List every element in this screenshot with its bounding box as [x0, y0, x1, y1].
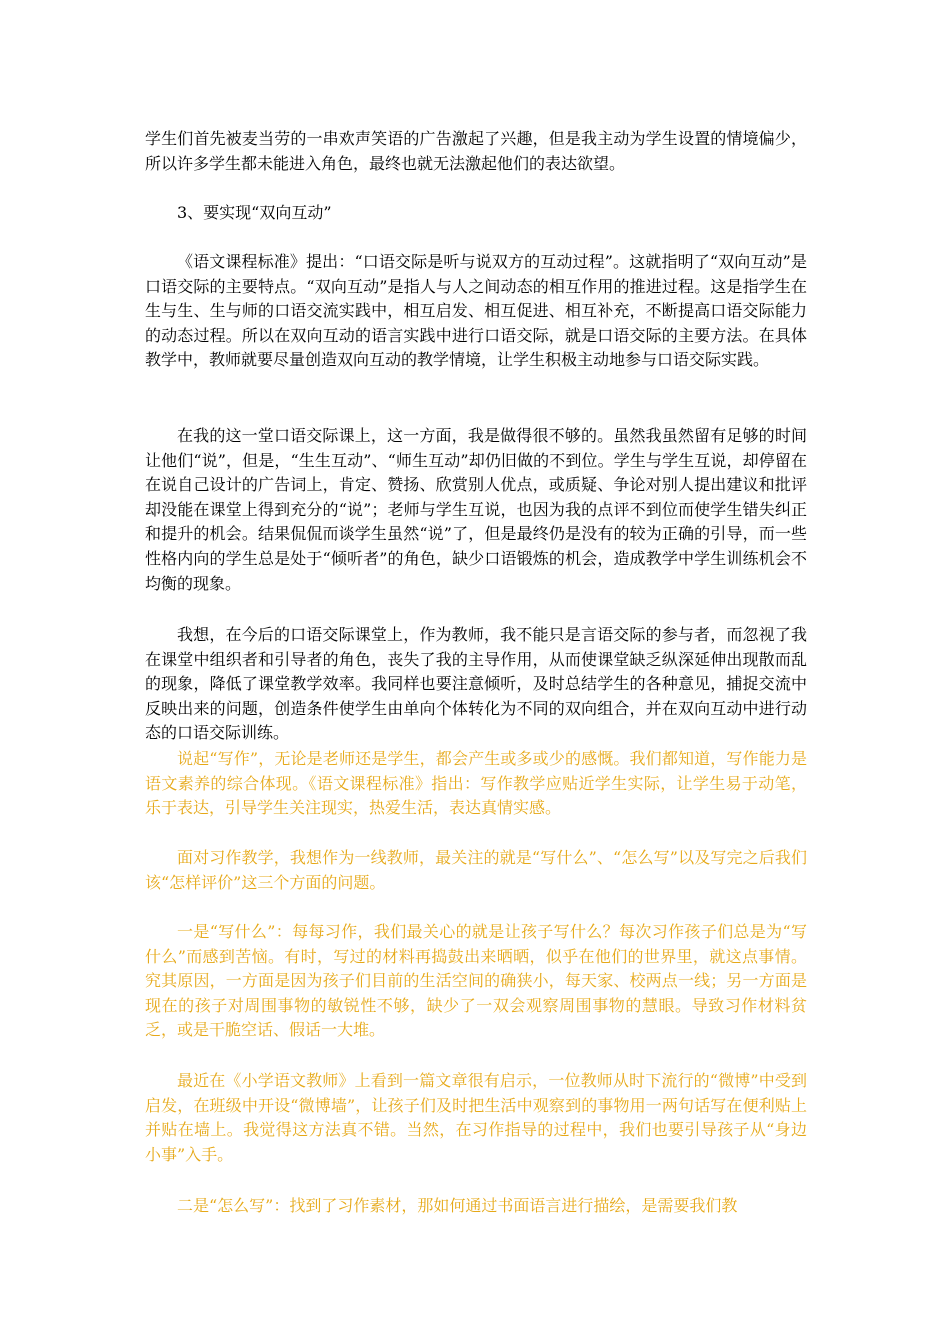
section-heading-3: 3、要实现“双向互动” — [177, 203, 332, 222]
paragraph-1: 学生们首先被麦当劳的一串欢声笑语的广告激起了兴趣，但是我主动为学生设置的情境偏少，所以许多学生都未能进入角色，最终也就无法激起他们的表达欲望。 — [145, 129, 807, 173]
paragraph-6: 说起“写作”，无论是老师还是学生，都会产生或多或少的感慨。我们都知道，写作能力是语文素养的综合体现。《语文课程标准》指出：写作教学应贴近学生实际，让学生易于动笔，乐于表达，引导学生关注现实，热爱生活，表达真情实感。 — [145, 749, 807, 818]
paragraph-10: 二是“怎么写”：找到了习作素材，那如何通过书面语言进行描绘，是需要我们教 — [177, 1196, 738, 1215]
paragraph-3: 《语文课程标准》提出：“口语交际是听与说双方的互动过程”。这就指明了“双向互动”是口语交际的主要特点。“双向互动”是指人与人之间动态的相互作用的推进过程。这是指学生在生与生、生与师的口语交流实践中，相互启发、相互促进、相互补充，不断提高口语交际能力的动态过程。所以在双向互动的语言实践中进行口语交际，就是口语交际的主要方法。在具体教学中，教师就要尽量创造双向互动的教学情境，让学生积极主动地参与口语交际实践。 — [145, 252, 807, 370]
paragraph-5: 我想，在今后的口语交际课堂上，作为教师，我不能只是言语交际的参与者，而忽视了我在课堂中组织者和引导者的角色，丧失了我的主导作用，从而使课堂缺乏纵深延伸出现散而乱的现象，降低了课堂教学效率。我同样也要注意倾听，及时总结学生的各种意见，捕捉交流中反映出来的问题，创造条件使学生由单向个体转化为不同的双向组合，并在双向互动中进行动态的口语交际训练。 — [145, 625, 807, 743]
paragraph-4: 在我的这一堂口语交际课上，这一方面，我是做得很不够的。虽然我虽然留有足够的时间让他们“说”，但是，“生生互动”、“师生互动”却仍旧做的不到位。学生与学生互说，却停留在在说自己设计的广告词上，肯定、赞扬、欣赏别人优点，或质疑、争论对别人提出建议和批评却没能在课堂上得到充分的“说”；老师与学生互说，也因为我的点评不到位而使学生错失纠正和提升的机会。结果侃侃而谈学生虽然“说”了，但是最终仍是没有的较为正确的引导，而一些性格内向的学生总是处于“倾听者”的角色，缺少口语锻炼的机会，造成教学中学生训练机会不均衡的现象。 — [145, 426, 807, 593]
paragraph-7: 面对习作教学，我想作为一线教师，最关注的就是“写什么”、“怎么写”以及写完之后我们该“怎样评价”这三个方面的问题。 — [145, 848, 807, 892]
paragraph-9: 最近在《小学语文教师》上看到一篇文章很有启示，一位教师从时下流行的“微博”中受到启发，在班级中开设“微博墙”，让孩子们及时把生活中观察到的事物用一两句话写在便利贴上并贴在墙上。我觉得这方法真不错。当然，在习作指导的过程中，我们也要引导孩子从“身边小事”入手。 — [145, 1071, 807, 1164]
paragraph-8: 一是“写什么”：每每习作，我们最关心的就是让孩子写什么？每次习作孩子们总是为“写什么”而感到苦恼。有时，写过的材料再捣鼓出来晒晒，似乎在他们的世界里，就这点事情。究其原因，一方面是因为孩子们目前的生活空间的确狭小，每天家、校两点一线；另一方面是现在的孩子对周围事物的敏锐性不够，缺少了一双会观察周围事物的慧眼。导致习作材料贫乏，或是干脆空话、假话一大堆。 — [145, 922, 807, 1040]
